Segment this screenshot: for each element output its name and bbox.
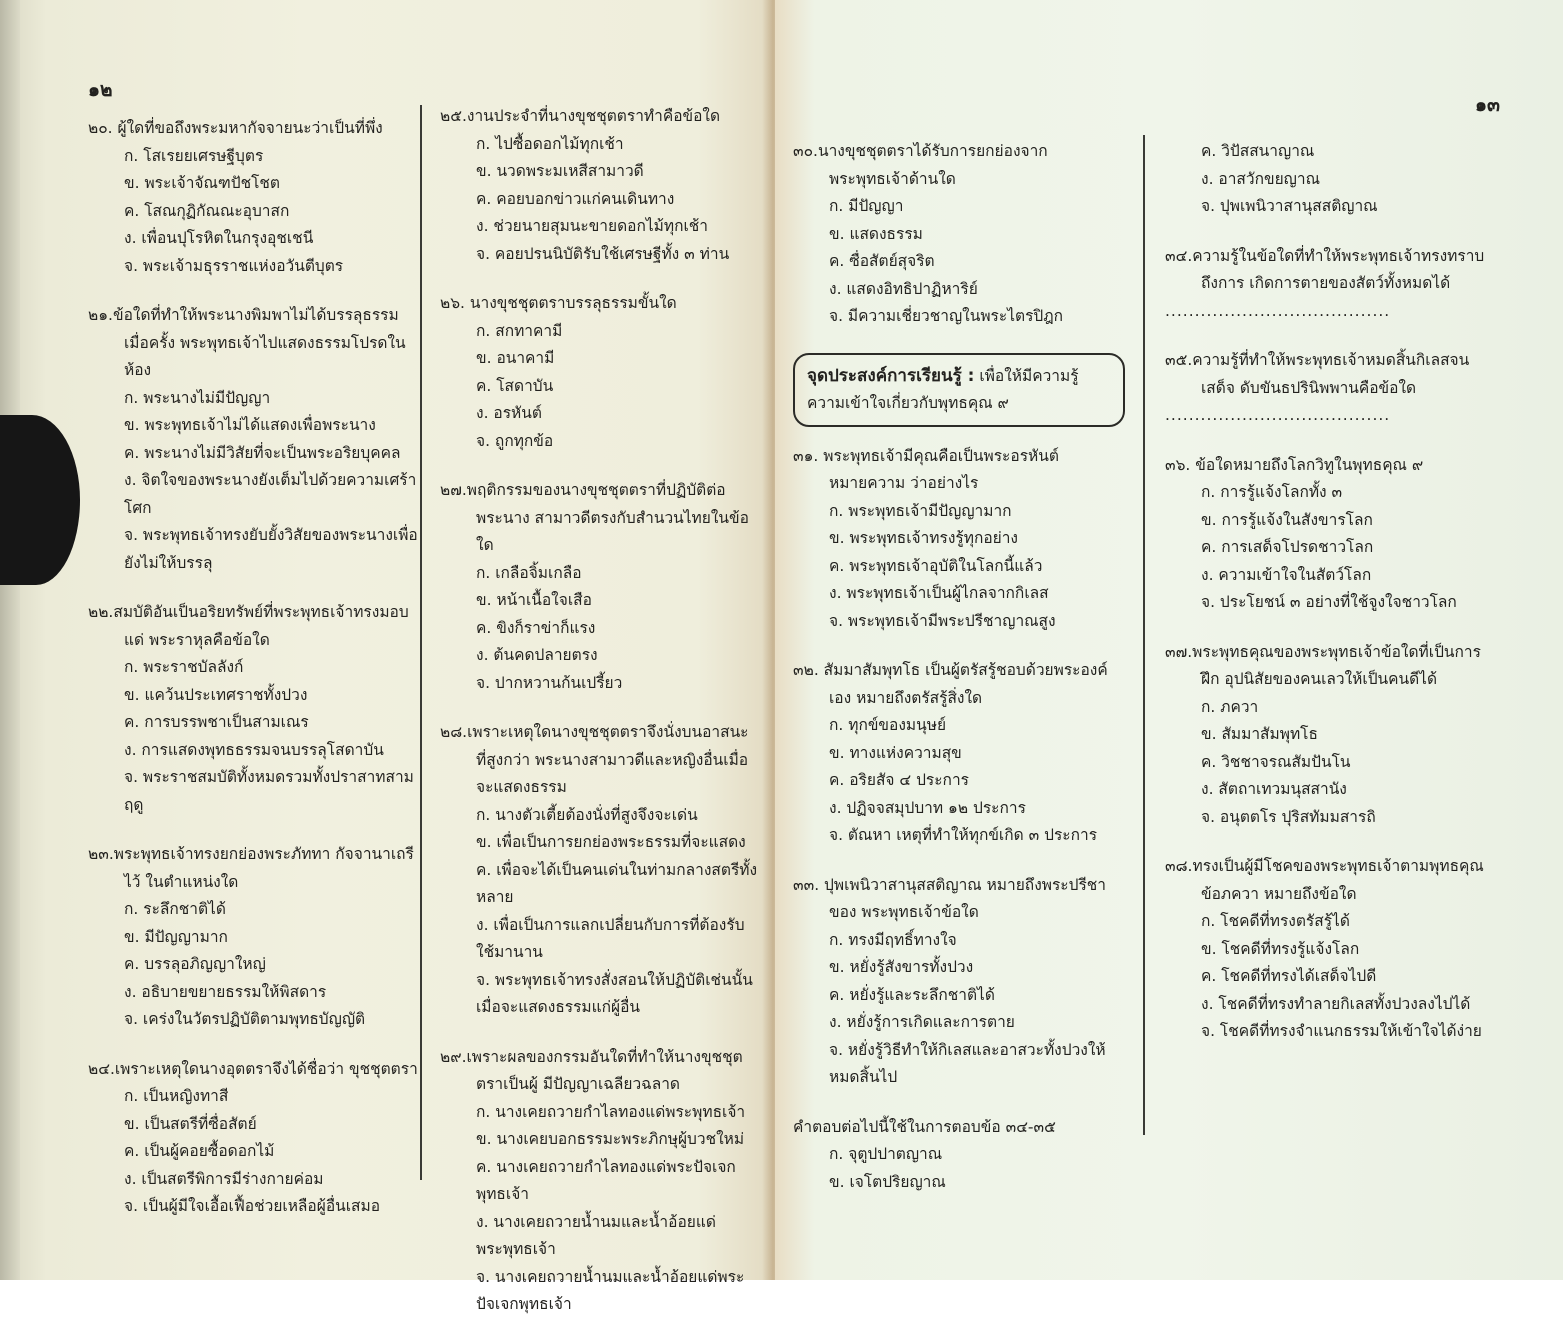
question-block [793, 138, 1125, 331]
answer-option: ก. มีปัญญา [829, 197, 904, 215]
answer-option: จ. ประโยชน์ ๓ อย่างที่ใช้จูงใจชาวโลก [1201, 593, 1457, 611]
question-block [440, 1044, 758, 1319]
answer-option: จ. หยั่งรู้วิธีทำให้กิเลสและอาสวะทั้งปวงให้หมดสิ้นไป [829, 1040, 1106, 1086]
answer-option: ข. แคว้นประเทศราชทั้งปวง [124, 685, 308, 704]
answer-option: จ. เป็นผู้มีใจเอื้อเฟื้อช่วยเหลือผู้อื่นเสมอ [124, 1197, 381, 1215]
question-block [793, 443, 1125, 636]
answer-option: ค. นางเคยถวายกำไลทองแด่พระปัจเจกพุทธเจ้า [476, 1157, 736, 1203]
answer-option: ข. ทางแห่งความสุข [829, 743, 962, 762]
question-text: ๒๘.เพราะเหตุใดนางขุชชุตตราจึงนั่งบนอาสนะที่สูงกว่า พระนางสามาวดีและหญิงอื่นเมื่อจะแสดงธรรม [440, 723, 749, 796]
answer-option: ข. นางเคยบอกธรรมะพระภิกษุผู้บวชใหม่ [476, 1130, 745, 1148]
right-column-2 [1165, 138, 1495, 1068]
question-text: ๒๔.เพราะเหตุใดนางอุตตราจึงได้ชื่อว่า ขุชชุตตรา [88, 1059, 418, 1078]
question-text: ๓๕.ความรู้ที่ทำให้พระพุทธเจ้าหมดสิ้นกิเลสจนเสด็จ ดับขันธปรินิพพานคือข้อใด [1165, 351, 1470, 397]
answer-option: ก. การรู้แจ้งโลกทั้ง ๓ [1201, 483, 1343, 501]
answer-option: จ. ปากหวานก้นเปรี้ยว [476, 673, 623, 692]
question-block [793, 872, 1125, 1092]
question-block [1165, 452, 1495, 617]
question-text: ๓๘.ทรงเป็นผู้มีโชคของพระพุทธเจ้าตามพุทธคุณข้อภควา หมายถึงข้อใด [1165, 857, 1484, 903]
answer-option: ง. ช่วยนายสุมนะขายดอกไม้ทุกเช้า [476, 217, 708, 235]
answer-option: ข. มีปัญญามาก [124, 927, 228, 946]
question-text: ๓๖. ข้อใดหมายถึงโลกวิทูในพุทธคุณ ๙ [1165, 455, 1424, 474]
answer-option: จ. พระพุทธเจ้าทรงสั่งสอนให้ปฏิบัติเช่นนั้นเมื่อจะแสดงธรรมแก่ผู้อื่น [476, 970, 753, 1016]
answer-option: ก. พระพุทธเจ้ามีปัญญามาก [829, 501, 1012, 520]
question-block [440, 290, 758, 455]
question-text: ๓๔.ความรู้ในข้อใดที่ทำให้พระพุทธเจ้าทรงทราบถึงการ เกิดการตายของสัตว์ทั้งหมดได้ [1165, 246, 1485, 292]
question-text: ๓๑. พระพุทธเจ้ามีคุณคือเป็นพระอรหันต์หมายความ ว่าอย่างไร [793, 446, 1059, 492]
question-block [440, 719, 758, 1022]
answer-option: ก. นางตัวเตี้ยต้องนั่งที่สูงจึงจะเด่น [476, 805, 698, 824]
answer-option: ข. พระพุทธเจ้าทรงรู้ทุกอย่าง [829, 529, 1018, 547]
answer-option: ง. สัตถาเทวมนุสสานัง [1201, 780, 1347, 798]
answer-option: ค. เป็นผู้คอยซื้อดอกไม้ [124, 1142, 275, 1160]
answer-option: ก. นางเคยถวายกำไลทองแด่พระพุทธเจ้า [476, 1102, 746, 1121]
question-block [440, 103, 758, 268]
left-column-1 [88, 115, 418, 1243]
answer-option: ก. ทรงมีฤทธิ์ทางใจ [829, 930, 957, 949]
answer-option: ค. การเสด็จโปรดชาวโลก [1201, 538, 1374, 556]
question-block [88, 115, 418, 280]
question-text: ๒๕.งานประจำที่นางขุชชุตตราทำคือข้อใด [440, 107, 721, 125]
ink-blot [0, 415, 80, 585]
answer-option: ค. คอยบอกข่าวแก่คนเดินทาง [476, 189, 675, 208]
objective-label: จุดประสงค์การเรียนรู้ : [807, 365, 975, 386]
answer-blank[interactable]: ...................................... [1165, 406, 1391, 424]
answer-option: ข. โชคดีที่ทรงรู้แจ้งโลก [1201, 939, 1360, 958]
page-number-left: ๑๒ [88, 79, 113, 101]
answer-option: ง. แสดงอิทธิปาฏิหาริย์ [829, 279, 978, 298]
answer-option: ข. พระเจ้าจัณฑปัชโชต [124, 174, 280, 192]
answer-option: ข. เจโตปริยญาณ [829, 1172, 946, 1191]
question-text: ๒๙.เพราะผลของกรรมอันใดที่ทำให้นางขุชชุตตราเป็นผู้ มีปัญญาเฉลียวฉลาด [440, 1047, 743, 1093]
answer-option: จ. อนุตตโร ปุริสทัมมสารถิ [1201, 807, 1376, 826]
question-block [1165, 639, 1495, 832]
question-text: ๒๒.สมบัติอันเป็นอริยทรัพย์ที่พระพุทธเจ้าทรงมอบแด่ พระราหุลคือข้อใด [88, 603, 409, 649]
question-block [88, 841, 418, 1034]
answer-option: ง. เพื่อเป็นการแลกเปลี่ยนกับการที่ต้องรับใช้มานาน [476, 915, 745, 961]
question-block [793, 657, 1125, 850]
answer-option: ค. ขิงก็ราข่าก็แรง [476, 618, 596, 637]
answer-option: ค. โสณกุฏิกัณณะอุบาสก [124, 201, 290, 220]
answer-option: ก. จุตูปปาตญาณ [829, 1145, 943, 1163]
question-text: ๒๑.ข้อใดที่ทำให้พระนางพิมพาไม่ได้บรรลุธรรมเมื่อครั้ง พระพุทธเจ้าไปแสดงธรรมโปรดในห้อง [88, 306, 406, 379]
right-column-1 [793, 138, 1125, 1196]
answer-option: ค. อริยสัจ ๔ ประการ [829, 771, 969, 789]
left-column-2 [440, 103, 758, 1341]
answer-option: ก. พระราชบัลลังก์ [124, 658, 244, 676]
answer-option: ง. เป็นสตรีพิการมีร่างกายค่อม [124, 1169, 324, 1188]
answer-option: ง. เพื่อนปุโรหิตในกรุงอุชเชนี [124, 229, 314, 247]
answer-option: ง. อธิบายขยายธรรมให้พิสดาร [124, 982, 327, 1001]
answer-option: ก. โชคดีที่ทรงตรัสรู้ได้ [1201, 912, 1350, 930]
answer-option: จ. นางเคยถวายน้ำนมและน้ำอ้อยแด่พระปัจเจกพุทธเจ้า [476, 1267, 745, 1313]
answer-option: ข. การรู้แจ้งในสังขารโลก [1201, 510, 1373, 529]
answer-option: ข. นวดพระมเหสีสามาวดี [476, 162, 644, 180]
answer-option: ข. เพื่อเป็นการยกย่องพระธรรมที่จะแสดง [476, 833, 746, 851]
answer-option: จ. ปุพเพนิวาสานุสสติญาณ [1201, 197, 1378, 215]
answer-option: ค. บรรลุอภิญญาใหญ่ [124, 955, 266, 973]
answer-option: ค. โชคดีที่ทรงได้เสด็จไปดี [1201, 967, 1377, 985]
answer-option: ข. สัมมาสัมพุทโธ [1201, 725, 1318, 743]
answer-option: ข. หยั่งรู้สังขารทั้งปวง [829, 958, 974, 976]
answer-option: ข. แสดงธรรม [829, 224, 923, 243]
answer-option: ค. เพื่อจะได้เป็นคนเด่นในท่ามกลางสตรีทั้งหลาย [476, 860, 758, 906]
column-divider [420, 105, 422, 1180]
answer-option: ก. ภควา [1201, 697, 1259, 716]
right-page [775, 0, 1563, 1280]
answer-option: ค. วิปัสสนาญาณ [1201, 142, 1315, 160]
answer-option: จ. ถูกทุกข้อ [476, 431, 554, 450]
answer-option: ก. ระลึกชาติได้ [124, 900, 226, 918]
answer-option: ค. หยั่งรู้และระลึกชาติได้ [829, 985, 995, 1004]
question-text: ๓๓. ปุพเพนิวาสานุสสติญาณ หมายถึงพระปรีชาของ พระพุทธเจ้าข้อใด [793, 875, 1107, 921]
question-text: ๒๗.พฤติกรรมของนางขุชชุตตราที่ปฏิบัติต่อพระนาง สามาวดีตรงกับสำนวนไทยในข้อใด [440, 481, 749, 554]
answer-option: ก. ทุกข์ของมนุษย์ [829, 716, 947, 734]
answer-option: ง. จิตใจของพระนางยังเต็มไปด้วยความเศร้าโศก [124, 471, 417, 517]
answer-option: ง. ปฏิจจสมุปบาท ๑๒ ประการ [829, 798, 1026, 817]
answer-option: ง. พระพุทธเจ้าเป็นผู้ไกลจากกิเลส [829, 584, 1049, 602]
answer-option: ค. วิชชาจรณสัมปันโน [1201, 752, 1351, 771]
question-text: ๒๖. นางขุชชุตตราบรรลุธรรมขั้นใด [440, 294, 677, 312]
question-text: ๒๓.พระพุทธเจ้าทรงยกย่องพระภัททา กัจจานาเถรีไว้ ในตำแหน่งใด [88, 845, 414, 891]
page-number-right: ๑๓ [1475, 94, 1501, 116]
answer-option: จ. ตัณหา เหตุที่ทำให้ทุกข์เกิด ๓ ประการ [829, 826, 1098, 844]
question-block [1165, 853, 1495, 1046]
question-block [1165, 243, 1495, 326]
answer-option: ก. พระนางไม่มีปัญญา [124, 388, 271, 407]
question-text: ๓๐.นางขุชชุตตราได้รับการยกย่องจากพระพุทธเจ้าด้านใด [793, 142, 1048, 188]
answer-option: ค. การบรรพชาเป็นสามเณร [124, 713, 309, 731]
answer-option: จ. โชคดีที่ทรงจำแนกธรรมให้เข้าใจได้ง่าย [1201, 1022, 1482, 1040]
objective-text: เพื่อให้มีความรู้ความเข้าใจเกี่ยวกับพุทธคุณ ๙ [807, 366, 1079, 412]
question-block [1165, 347, 1495, 430]
answer-option: ค. พระพุทธเจ้าอุบัติในโลกนี้แล้ว [829, 556, 1043, 575]
answer-option: ข. พระพุทธเจ้าไม่ได้แสดงเพื่อพระนาง [124, 416, 376, 434]
learning-objective-box [793, 353, 1125, 427]
question-block [88, 599, 418, 819]
answer-option: ง. ความเข้าใจในสัตว์โลก [1201, 565, 1372, 584]
question-block [88, 302, 418, 577]
answer-option: จ. พระพุทธเจ้ามีพระปรีชาญาณสูง [829, 611, 1056, 630]
answer-option: ง. นางเคยถวายน้ำนมและน้ำอ้อยแด่พระพุทธเจ้า [476, 1212, 716, 1258]
answer-note: คำตอบต่อไปนี้ใช้ในการตอบข้อ ๓๔-๓๕ [793, 1117, 1056, 1136]
answer-option: ก. โสเรยยเศรษฐีบุตร [124, 146, 264, 165]
answer-option: ข. อนาคามี [476, 349, 555, 367]
answer-option: ค. พระนางไม่มีวิสัยที่จะเป็นพระอริยบุคคล [124, 443, 401, 462]
question-block [440, 477, 758, 697]
question-text: ๓๒. สัมมาสัมพุทโธ เป็นผู้ตรัสรู้ชอบด้วยพระองค์เอง หมายถึงตรัสรู้สิ่งใด [793, 661, 1108, 707]
answer-option: ง. อาสวักขยญาณ [1201, 169, 1320, 188]
answer-option: จ. คอยปรนนิบัติรับใช้เศรษฐีทั้ง ๓ ท่าน [476, 244, 730, 263]
answer-option: จ. เคร่งในวัตรปฏิบัติตามพุทธบัญญัติ [124, 1010, 366, 1028]
answer-blank[interactable]: ...................................... [1165, 301, 1391, 320]
answer-option: จ. พระพุทธเจ้าทรงยับยั้งวิสัยของพระนางเพื่อยังไม่ให้บรรลุ [124, 526, 418, 572]
answer-option: ก. เป็นหญิงทาสี [124, 1087, 229, 1105]
column-divider-right [1143, 135, 1145, 1135]
page-edge [0, 0, 20, 1280]
answer-option: ก. สกทาคามี [476, 321, 563, 340]
answer-option: ค. โสดาบัน [476, 376, 554, 395]
left-page [0, 0, 775, 1313]
question-text: ๒๐. ผู้ใดที่ขอถึงพระมหากัจจายนะว่าเป็นที่พึ่ง [88, 119, 383, 137]
answer-option: ก. ไปซื้อดอกไม้ทุกเช้า [476, 134, 624, 153]
answer-option: ง. อรหันต์ [476, 404, 542, 422]
question-text: ๓๗.พระพุทธคุณของพระพุทธเจ้าข้อใดที่เป็นการฝึก อุปนิสัยของคนเลวให้เป็นคนดีได้ [1165, 642, 1481, 688]
answer-option: ข. หน้าเนื้อใจเสือ [476, 591, 592, 609]
answer-option: จ. พระเจ้ามธุรราชแห่งอวันตีบุตร [124, 256, 344, 275]
answer-option: ค. ซื่อสัตย์สุจริต [829, 252, 935, 270]
answer-option: จ. มีความเชี่ยวชาญในพระไตรปิฎก [829, 307, 1064, 325]
answer-option: ก. เกลือจิ้มเกลือ [476, 563, 582, 582]
answer-option: ง. ต้นคดปลายตรง [476, 646, 598, 664]
answer-option: ง. การแสดงพุทธธรรมจนบรรลุโสดาบัน [124, 740, 384, 759]
answer-option: จ. พระราชสมบัติทั้งหมดรวมทั้งปราสาทสามฤดู [124, 768, 414, 814]
question-block [88, 1056, 418, 1221]
answer-option: ง. โชคดีที่ทรงทำลายกิเลสทั้งปวงลงไปได้ [1201, 994, 1471, 1013]
answer-option: ง. หยั่งรู้การเกิดและการตาย [829, 1013, 1015, 1031]
answer-option: ข. เป็นสตรีที่ซื่อสัตย์ [124, 1114, 257, 1133]
